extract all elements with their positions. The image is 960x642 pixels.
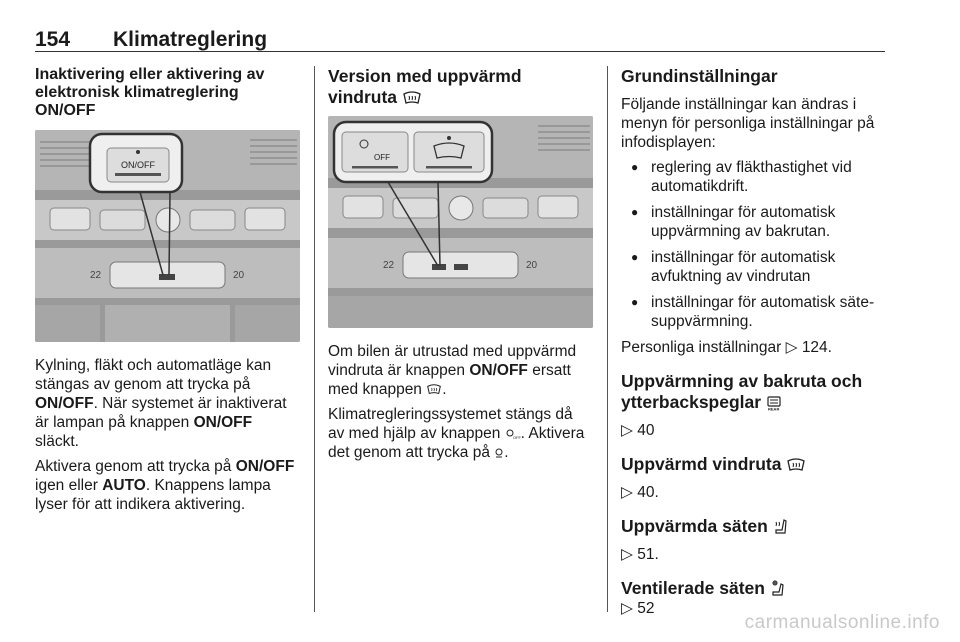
page-number: 154 (35, 28, 71, 51)
fan-off-icon (505, 428, 521, 440)
windscreen-heat-icon (402, 91, 422, 105)
windscreen-version-heading: Version med uppvärmd vindruta (328, 66, 522, 107)
list-item: ● inställningar för automatisk sätesuppvärmning. (621, 293, 889, 331)
page-ref-arrow-icon: ▷ (621, 546, 633, 563)
page-ref-arrow-icon: ▷ (621, 484, 633, 501)
watermark: carmanualsonline.info (744, 612, 940, 633)
rear-window-ref[interactable]: ▷ 40 (621, 422, 655, 439)
svg-text:OFF: OFF (512, 434, 521, 440)
basic-settings-intro: Följande inställningar kan ändras i menyn för personliga inställningar på infodisplayen: (621, 96, 875, 151)
dashboard-illustration (35, 130, 300, 342)
onoff-heading: Inaktivering eller aktivering av elektronisk klimatreglering ON/OFF (35, 66, 265, 119)
heated-seats-ref[interactable]: ▷ 51. (621, 546, 659, 563)
onoff-paragraph-1: Kylning, fläkt och automatläge kan stängas av genom att trycka på ON/OFF. När systemet är inaktiverat är lampan på knappen ON/OFF släckt. (35, 357, 287, 450)
fan-icon (494, 447, 504, 459)
heated-seat-icon (773, 518, 789, 536)
column-2 (328, 66, 593, 468)
page-ref-arrow-icon: ▷ (621, 422, 633, 439)
temp-left: 22 (90, 270, 102, 281)
temp-right: 20 (526, 260, 538, 271)
temp-left: 22 (383, 260, 395, 271)
heated-seats-heading: Uppvärmda säten (621, 516, 889, 537)
rear-window-heat-icon (766, 395, 782, 411)
onoff-paragraph-2: Aktivera genom att trycka på ON/OFF igen eller AUTO. Knappens lampa lyser för att indikera aktivering. (35, 458, 295, 513)
page-ref-arrow-icon: ▷ (621, 600, 633, 617)
column-1 (35, 66, 300, 520)
onoff-figure (35, 130, 300, 342)
svg-text:REAR: REAR (767, 406, 780, 412)
settings-list (621, 158, 889, 331)
basic-settings-heading: Grundinställningar (621, 66, 778, 86)
column-3 (621, 66, 889, 624)
section-title: Klimatreglering (113, 28, 268, 51)
heated-windscreen-heading: Uppvärmd vindruta (621, 454, 889, 475)
windscreen-paragraph-2: Klimatregleringssystemet stängs då av med hjälp av knappen OFF . Aktivera det genom att trycka på . (328, 406, 585, 461)
windscreen-figure (328, 116, 593, 328)
dashboard-illustration-2 (328, 116, 593, 328)
ventilated-seats-heading: Ventilerade säten (621, 578, 889, 599)
column-divider (607, 66, 608, 612)
temp-right: 20 (233, 270, 245, 281)
ventilated-seats-ref[interactable]: ▷ 52 (621, 600, 655, 617)
header-rule (35, 51, 885, 52)
rear-window-heading: Uppvärmning av bakruta och ytterbackspeglar REAR (621, 371, 863, 412)
page-ref-arrow-icon: ▷ (785, 339, 798, 356)
list-item: ● inställningar för automatisk avfuktning av vindrutan (621, 248, 889, 286)
heated-windscreen-ref[interactable]: ▷ 40. (621, 484, 659, 501)
off-button-label: OFF (374, 153, 390, 162)
column-divider (314, 66, 315, 612)
ventilated-seat-icon (770, 580, 786, 598)
windscreen-heat-icon (786, 458, 806, 472)
windscreen-paragraph-1: Om bilen är utrustad med uppvärmd vindruta är knappen ON/OFF ersatt med knappen . (328, 343, 577, 398)
list-item: ● inställningar för automatisk uppvärmning av bakrutan. (621, 203, 889, 241)
personal-settings-ref[interactable]: Personliga inställningar ▷ 124. (621, 339, 832, 356)
onoff-button-label: ON/OFF (121, 160, 155, 170)
windscreen-heat-icon (426, 384, 442, 395)
list-item: ● reglering av fläkthastighet vid automatikdrift. (621, 158, 889, 196)
